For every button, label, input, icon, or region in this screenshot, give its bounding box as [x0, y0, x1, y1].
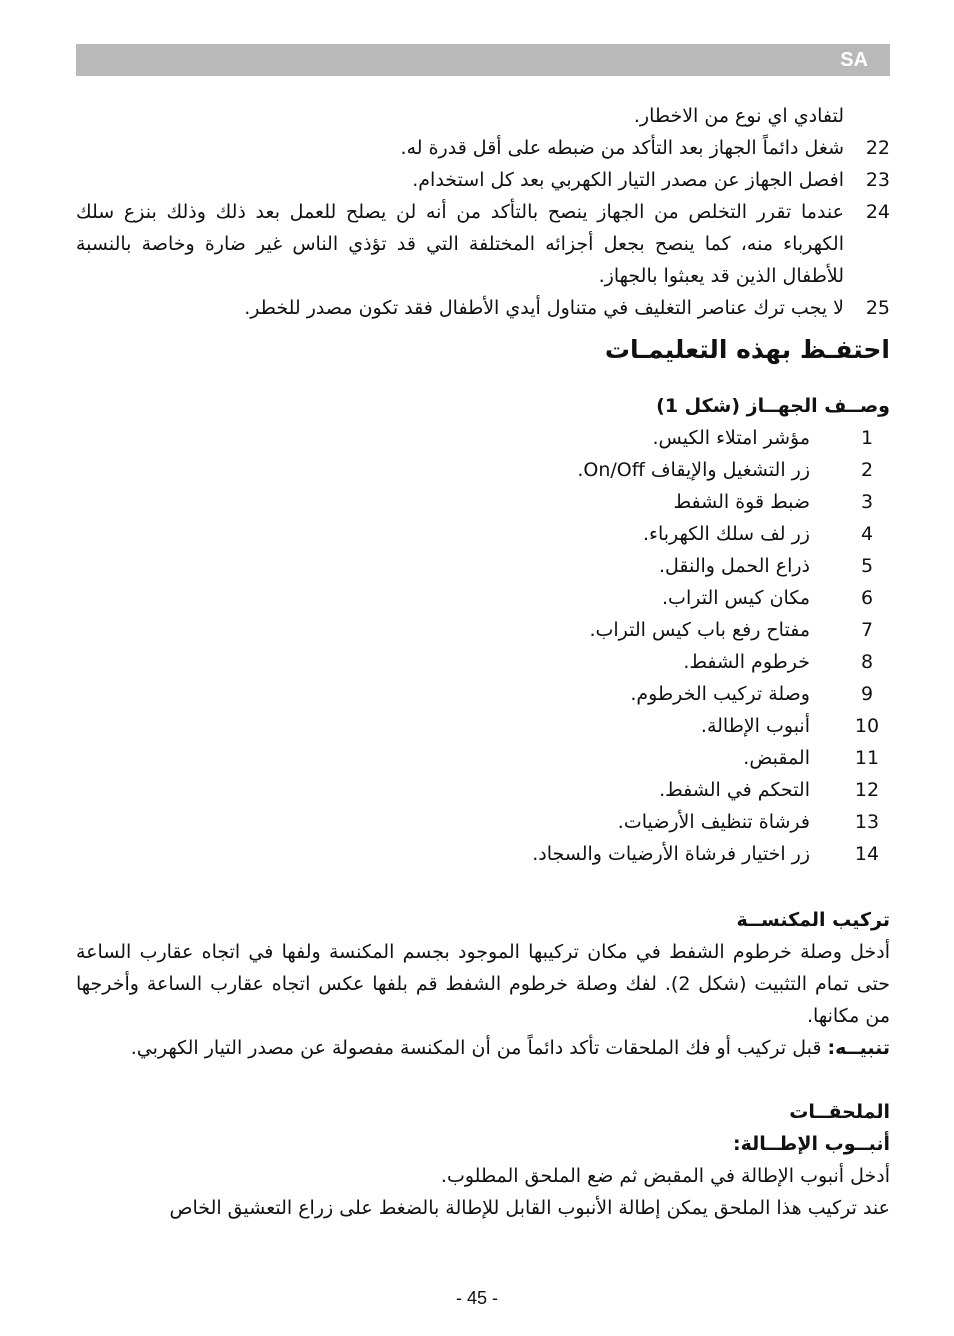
item-number: 8 — [860, 651, 874, 673]
item-text: شغل دائماً الجهاز بعد التأكد من ضبطه على أقل قدرة له. — [400, 137, 844, 159]
item-number: 14 — [854, 843, 880, 865]
item-text: ضبط قوة الشفط — [673, 491, 810, 513]
item-text: مكان كيس التراب. — [662, 587, 810, 609]
item-number: 13 — [854, 811, 880, 833]
extension-tube-text-2: عند تركيب هذا الملحق يمكن إطالة الأنبوب القابل للإطالة بالضغط على زراع التعشيق الخاص — [169, 1197, 890, 1219]
list-item — [76, 806, 890, 838]
warning-paragraph — [76, 1032, 890, 1064]
list-item — [76, 710, 890, 742]
item-number: 25 — [865, 297, 890, 319]
list-item — [76, 486, 890, 518]
safety-item — [76, 164, 890, 196]
list-item — [76, 582, 890, 614]
warning-label: تنبيــه: — [827, 1037, 890, 1059]
intro-line: لتفادي اي نوع من الاخطار. — [633, 105, 844, 127]
extension-tube-text: أدخل أنبوب الإطالة في المقبض ثم ضع الملحق المطلوب. — [440, 1165, 890, 1187]
item-text: المقبض. — [743, 747, 810, 769]
item-text: وصلة تركيب الخرطوم. — [630, 683, 810, 705]
safety-item — [76, 196, 890, 292]
item-text: زر لف سلك الكهرباء. — [642, 523, 810, 545]
list-item — [76, 422, 890, 454]
safety-item — [76, 292, 890, 324]
list-item — [76, 678, 890, 710]
item-number: 11 — [854, 747, 880, 769]
item-text: زر اختيار فرشاة الأرضيات والسجاد. — [532, 843, 810, 865]
language-code: SA — [840, 49, 868, 71]
page-content — [76, 100, 890, 1224]
item-text: أنبوب الإطالة. — [700, 715, 810, 737]
item-number: 3 — [860, 491, 874, 513]
safety-list — [76, 132, 890, 324]
extension-tube-heading: أنبــوب الإطــالة: — [733, 1133, 890, 1155]
safety-item — [76, 132, 890, 164]
list-item — [76, 838, 890, 870]
item-number: 24 — [865, 201, 890, 223]
list-item — [76, 646, 890, 678]
item-text: عندما تقرر التخلص من الجهاز ينصح بالتأكد من أنه لن يصلح للعمل بعد ذلك وذلك بنزع سلك الكهرباء منه، كما ينصح بجعل أجزائه المختلفة التي قد تؤذي الناس غير ضارة وخاصة بالنسبة للأطفال الذين قد يعبثوا بالجهاز. — [76, 201, 844, 287]
item-text: لا يجب ترك عناصر التغليف في متناول أيدي الأطفال فقد تكون مصدر للخطر. — [244, 297, 844, 319]
item-text: التحكم في الشفط. — [659, 779, 810, 801]
keep-instructions-heading: احتفـظ بهذه التعليمـات — [604, 335, 890, 364]
item-number: 5 — [860, 555, 874, 577]
parts-list — [76, 422, 890, 870]
item-text: ذراع الحمل والنقل. — [658, 555, 810, 577]
item-number: 10 — [854, 715, 880, 737]
item-number: 9 — [860, 683, 874, 705]
page-number: - 45 - — [455, 1288, 498, 1308]
list-item — [76, 774, 890, 806]
item-text: افصل الجهاز عن مصدر التيار الكهربي بعد كل استخدام. — [412, 169, 844, 191]
item-number: 12 — [854, 779, 880, 801]
item-text: زر التشغيل والإيقاف On/Off. — [577, 459, 810, 481]
item-number: 2 — [860, 459, 874, 481]
item-number: 4 — [860, 523, 874, 545]
list-item — [76, 742, 890, 774]
item-text: مؤشر امتلاء الكيس. — [652, 427, 810, 449]
item-text: مفتاح رفع باب كيس التراب. — [589, 619, 810, 641]
warning-text: قبل تركيب أو فك الملحقات تأكد دائماً من أن المكنسة مفصولة عن مصدر التيار الكهربي. — [130, 1037, 828, 1059]
list-item — [76, 614, 890, 646]
item-number: 6 — [860, 587, 874, 609]
accessories-heading: الملحقــات — [789, 1101, 890, 1123]
assembly-paragraph: أدخل وصلة خرطوم الشفط في مكان تركيبها الموجود بجسم المكنسة ولفها في اتجاه عقارب الساعة حتى تمام التثبيت (شكل 2). لفك وصلة خرطوم الشفط قم بلفها عكس اتجاه عقارب الساعة وأخرجها من مكانها. — [76, 941, 891, 1027]
header-bar — [76, 44, 890, 76]
item-number: 7 — [860, 619, 874, 641]
item-text: فرشاة تنظيف الأرضيات. — [617, 811, 810, 833]
item-number: 23 — [865, 169, 890, 191]
item-number: 1 — [860, 427, 874, 449]
item-number: 22 — [865, 137, 890, 159]
list-item — [76, 550, 890, 582]
item-text: خرطوم الشفط. — [683, 651, 810, 673]
assembly-heading: تركيب المكنســة — [736, 909, 890, 931]
list-item — [76, 518, 890, 550]
description-heading: وصــف الجهــاز (شكل 1) — [656, 395, 890, 417]
list-item — [76, 454, 890, 486]
